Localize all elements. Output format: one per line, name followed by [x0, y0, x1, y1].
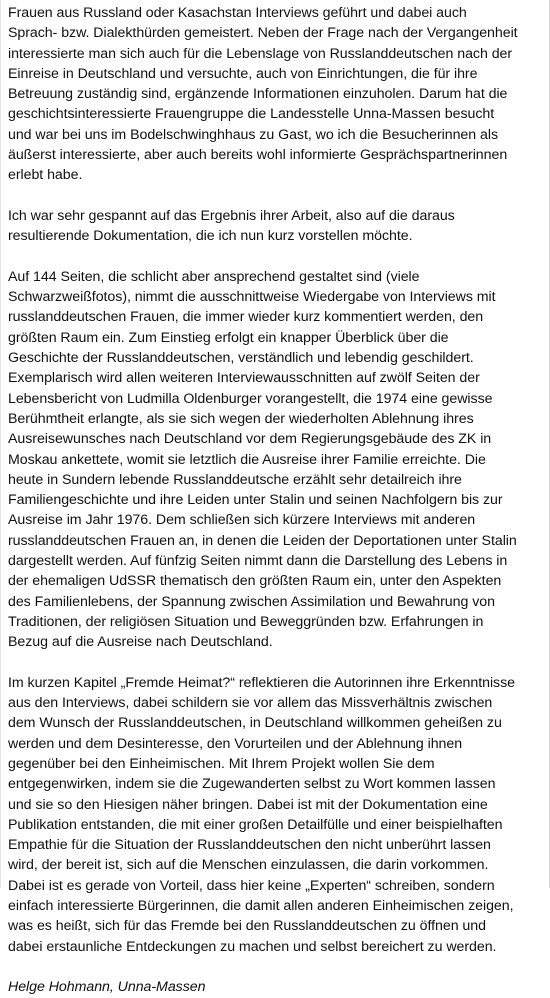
- text-line: Traditionen, der religiösen Situation und Beweggründen bzw. Erfahrungen in: [8, 613, 484, 630]
- text-line: Lebensbericht von Ludmilla Oldenburger vorangestellt, die 1974 eine gewisse: [8, 390, 493, 407]
- text-line: Auf 144 Seiten, die schlicht aber ansprechend gestaltet sind (viele: [8, 268, 420, 285]
- text-line: Ich war sehr gespannt auf das Ergebnis ihrer Arbeit, also auf die daraus: [8, 207, 455, 224]
- text-line: dabei erstaunliche Entdeckungen zu machen und selbst bereichert zu werden.: [8, 938, 497, 955]
- paragraph: [8, 206, 542, 247]
- text-line: resultierende Dokumentation, die ich nun kurz vorstellen möchte.: [8, 228, 413, 245]
- text-line: Empathie für die Situation der Russlanddeutschen den nicht unberührt lassen: [8, 837, 491, 854]
- text-line: Dabei ist es gerade von Vorteil, dass hier keine „Experten“ schreiben, sondern: [8, 877, 495, 894]
- text-line: russlanddeutschen Frauen an, in denen die Leiden der Deportationen unter Stalin: [8, 532, 517, 549]
- text-line: Ausreise im Jahr 1976. Dem schließen sich kürzere Interviews mit anderen: [8, 512, 476, 529]
- text-line: Berühmtheit erlangte, als sie sich wegen der wiederholten Ablehnung ihres: [8, 410, 474, 427]
- text-line: dem Wunsch der Russlanddeutschen, in Deutschland willkommen geheißen zu: [8, 715, 502, 732]
- author-signature: Helge Hohmann, Unna-Massen: [8, 979, 206, 996]
- text-line: Bezug auf die Ausreise nach Deutschland.: [8, 634, 273, 651]
- text-line: Moskau ankettete, womit sie letztlich die Ausreise ihrer Familie erreichte. Die: [8, 451, 486, 468]
- text-line: Einreise in Deutschland und versuchte, auch von Einrichtungen, die für ihre: [8, 65, 478, 82]
- text-line: der ehemaligen UdSSR thematisch den größten Raum ein, unter den Aspekten: [8, 573, 502, 590]
- text-line: wird, der bereit ist, sich auf die Menschen einzulassen, die darin vorkommen.: [8, 857, 489, 874]
- text-line: interessierte man sich auch für die Lebenslage von Russlanddeutschen nach der: [8, 45, 513, 62]
- text-line: werden und dem Desinteresse, den Vorurteilen und der Ablehnung ihnen: [8, 735, 463, 752]
- text-line: entgegenwirken, indem sie die Zugewanderten selbst zu Wort kommen lassen: [8, 776, 496, 793]
- text-line: und sie so den Hiesigen näher bringen. Dabei ist mit der Dokumentation eine: [8, 796, 488, 813]
- text-line: aus den Interviews, dabei schildern sie vor allem das Missverhältnis zwischen: [8, 695, 493, 712]
- text-line: einfach interessierte Bürgerinnen, die damit allen anderen Einheimischen zeigen,: [8, 898, 514, 915]
- paragraph: [8, 3, 542, 186]
- text-line: gegenüber bei den Einheimischen. Mit Ihrem Projekt wollen Sie dem: [8, 755, 435, 772]
- text-line: Familiengeschichte und ihre Leiden unter Stalin und seinen Nachfolgern bis zur: [8, 492, 503, 509]
- text-line: größten Raum ein. Zum Einstieg erfolgt ein knapper Überblick über die: [8, 329, 449, 346]
- text-line: Publikation entstanden, die mit einer großen Detailfülle und einer beispielhaften: [8, 816, 503, 833]
- text-line: äußerst interessierte, aber auch bereits wohl informierte Gesprächspartnerinnen: [8, 147, 508, 164]
- text-line: Im kurzen Kapitel „Fremde Heimat?“ reflektieren die Autorinnen ihre Erkenntnisse: [8, 674, 515, 691]
- paragraph: [8, 673, 542, 957]
- paragraph: [8, 267, 542, 653]
- text-line: Betreuung zuständig sind, ergänzende Informationen einzuholen. Darum hat die: [8, 86, 508, 103]
- text-line: was es heißt, sich für das Fremde bei den Russlanddeutschen zu öffnen und: [8, 918, 486, 935]
- text-line: und war bei uns im Bodelschwinghhaus zu Gast, wo ich die Besucherinnen als: [8, 126, 498, 143]
- text-line: erlebt habe.: [8, 167, 83, 184]
- text-line: Exemplarisch wird allen weiteren Interviewausschnitten auf zwölf Seiten der: [8, 370, 480, 387]
- text-line: russlanddeutschen Frauen, die immer wieder kurz kommentiert werden, den: [8, 309, 484, 326]
- text-line: dargestellt werden. Auf fünfzig Seiten nimmt dann die Darstellung des Lebens in: [8, 553, 508, 570]
- text-line: geschichtsinteressierte Frauengruppe die Landesstelle Unna-Massen besucht: [8, 106, 495, 123]
- text-line: Frauen aus Russland oder Kasachstan Interviews geführt und dabei auch: [8, 5, 467, 21]
- article-body: [8, 3, 542, 957]
- text-line: des Familienlebens, der Spannung zwischen Assimilation und Bewahrung von: [8, 593, 495, 610]
- text-line: heute in Sundern lebende Russlanddeutsche erzählt sehr detailreich ihre: [8, 471, 462, 488]
- text-line: Schwarzweißfotos), nimmt die ausschnittweise Wiedergabe von Interviews mit: [8, 289, 496, 306]
- text-line: Sprach- bzw. Dialekthürden gemeistert. Neben der Frage nach der Vergangenheit: [8, 25, 518, 42]
- text-line: Geschichte der Russlanddeutschen, verständlich und lebendig geschildert.: [8, 350, 474, 367]
- text-line: Ausreisewunsches nach Deutschland vor dem Regierungsgebäude des ZK in: [8, 431, 492, 448]
